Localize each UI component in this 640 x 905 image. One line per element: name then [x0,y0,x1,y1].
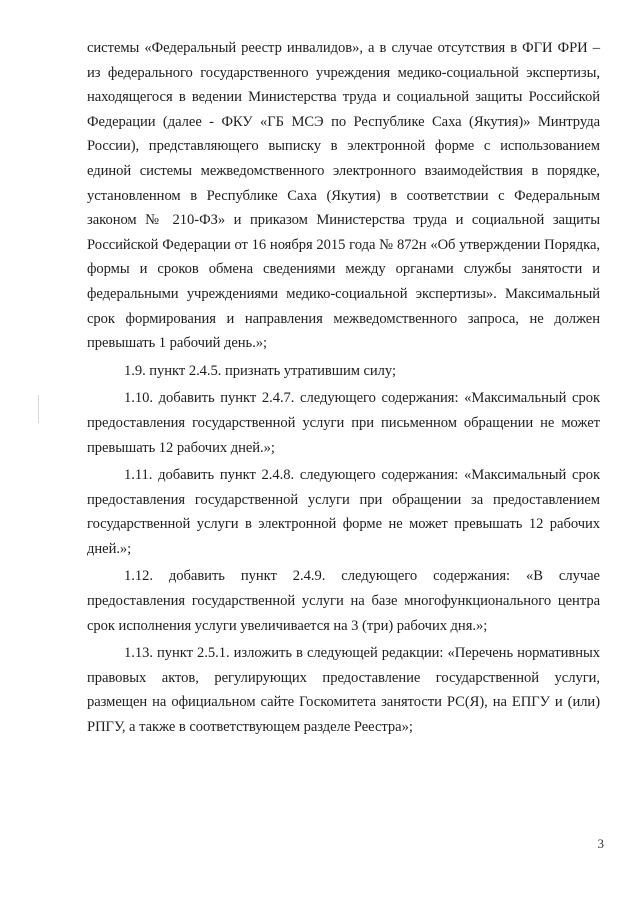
document-body [87,36,600,743]
paragraph-item-1-10: 1.10. добавить пункт 2.4.7. следующего содержания: «Максимальный срок предоставления государственной услуги при письменном обращении не может превышать 12 рабочих дней.»; [87,390,600,456]
paragraph-item-1-12: 1.12. добавить пункт 2.4.9. следующего содержания: «В случае предоставления государственной услуги на базе многофункционального центра срок исполнения услуги увеличивается на 3 (три) рабочих дня.»; [87,568,600,634]
paragraph-item-1-9: 1.9. пункт 2.4.5. признать утратившим силу; [124,362,396,379]
scan-artifact [38,395,39,423]
paragraph-continuation: системы «Федеральный реестр инвалидов», а в случае отсутствия в ФГИ ФРИ – из федерального государственного учреждения медико-социальной экспертизы, находящегося в ведении Министерства труда и социальной защиты Российской Федерации (далее - ФКУ «ГБ МСЭ по Республике Саха (Якутия)» Минтруда России), представляющего выписку в электронной форме с использованием единой системы межведомственного электронного взаимодействия в порядке, установленном в Республике Саха (Якутия) в соответствии с Федеральным законом № 210-ФЗ» и приказом Министерства труда и социальной защиты Российской Федерации от 16 ноября 2015 года № 872н «Об утверждении Порядка, формы и сроков обмена сведениями между органами службы занятости и федеральными учреждениями медико-социальной экспертизы». Максимальный срок формирования и направления межведомственного запроса, не должен превышать 1 рабочий день.»; [87,40,600,352]
paragraph-item-1-13: 1.13. пункт 2.5.1. изложить в следующей редакции: «Перечень нормативных правовых актов, регулирующих предоставление государственной услуги, размещен на официальном сайте Госкомитета занятости РС(Я), на ЕПГУ и (или) РПГУ, а также в соответствующем разделе Реестра»; [87,645,600,736]
paragraph-item-1-11: 1.11. добавить пункт 2.4.8. следующего содержания: «Максимальный срок предоставления государственной услуги при обращении за предоставлением государственной услуги в электронной форме не может превышать 12 рабочих дней.»; [87,467,600,557]
page-number: 3 [597,836,604,851]
